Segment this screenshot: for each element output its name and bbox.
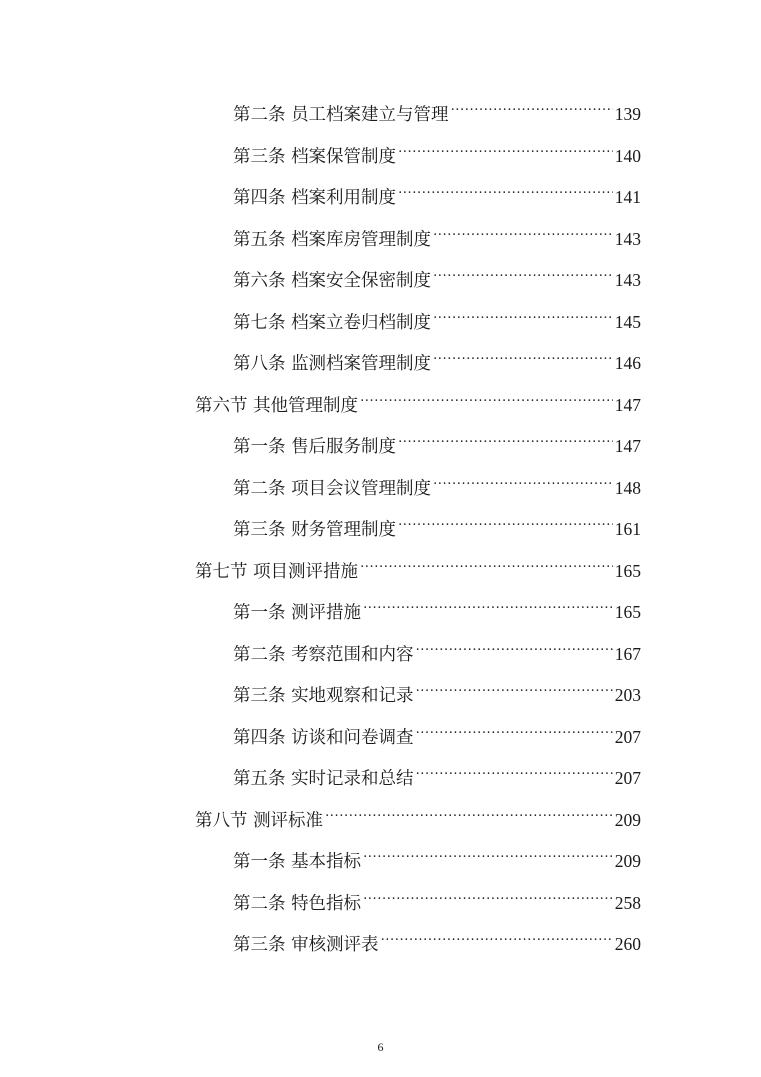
toc-dot-leader (360, 381, 613, 411)
toc-article-entry (233, 630, 641, 665)
toc-article-entry (233, 713, 641, 748)
toc-entry-title: 第八条 监测档案管理制度 (233, 354, 432, 374)
toc-article-entry (233, 132, 641, 167)
toc-entry-page-number: 209 (614, 851, 641, 871)
toc-entry-page-number: 167 (614, 643, 641, 664)
toc-entry-title: 第一条 测评措施 (233, 603, 362, 623)
toc-entry-page-number: 143 (614, 270, 641, 290)
toc-entry-title: 第二条 特色指标 (233, 893, 362, 914)
toc-entry-page-number: 143 (614, 228, 641, 249)
toc-dot-leader (398, 132, 613, 162)
toc-entry-title: 第二条 项目会议管理制度 (233, 478, 432, 499)
toc-article-entry (233, 464, 641, 499)
toc-dot-leader (398, 173, 613, 203)
toc-dot-leader (398, 505, 613, 535)
toc-article-entry (233, 879, 641, 914)
toc-entry-title: 第三条 审核测评表 (233, 935, 379, 955)
toc-entry-title: 第四条 档案利用制度 (233, 188, 397, 208)
toc-entry-title: 第一条 基本指标 (233, 852, 362, 872)
toc-article-entry (233, 588, 641, 623)
toc-entry-title: 第七条 档案立卷归档制度 (233, 312, 432, 333)
toc-article-entry (233, 256, 641, 291)
toc-entry-page-number: 260 (614, 934, 641, 954)
toc-entry-title: 第八节 测评标准 (195, 810, 324, 831)
toc-article-entry (233, 671, 641, 706)
toc-entry-page-number: 258 (614, 892, 641, 913)
page-number: 6 (377, 1040, 384, 1054)
toc-article-entry (233, 339, 641, 374)
toc-entry-title: 第六节 其他管理制度 (195, 395, 359, 416)
toc-dot-leader (360, 547, 613, 577)
toc-entry-title: 第五条 档案库房管理制度 (233, 229, 432, 250)
toc-entry-title: 第二条 考察范围和内容 (233, 644, 414, 665)
toc-article-entry (233, 90, 641, 125)
toc-entry-title: 第三条 财务管理制度 (233, 520, 397, 540)
toc-article-entry (233, 837, 641, 872)
toc-entry-page-number: 207 (614, 768, 641, 788)
toc-entry-title: 第四条 访谈和问卷调查 (233, 727, 414, 748)
toc-entry-page-number: 161 (614, 519, 641, 539)
toc-dot-leader (363, 588, 613, 618)
toc-entry-page-number: 147 (614, 394, 641, 415)
toc-article-entry (233, 215, 641, 250)
toc-entry-title: 第六条 档案安全保密制度 (233, 271, 432, 291)
toc-entry-title: 第一条 售后服务制度 (233, 437, 397, 457)
toc-dot-leader (381, 920, 613, 950)
toc-article-entry (233, 754, 641, 789)
toc-entry-page-number: 139 (614, 104, 641, 124)
toc-section-entry (195, 796, 641, 831)
toc-dot-leader (416, 754, 613, 784)
toc-entry-page-number: 147 (614, 436, 641, 456)
toc-entry-title: 第二条 员工档案建立与管理 (233, 105, 449, 125)
toc-entry-page-number: 140 (614, 145, 641, 166)
toc-dot-leader (433, 215, 613, 245)
toc-entry-page-number: 203 (614, 685, 641, 705)
toc-dot-leader (363, 879, 613, 909)
toc-entry-page-number: 209 (614, 809, 641, 830)
toc-entry-page-number: 165 (614, 602, 641, 622)
toc-dot-leader (363, 837, 613, 867)
toc-entry-page-number: 145 (614, 311, 641, 332)
toc-dot-leader (325, 796, 613, 826)
toc-article-entry (233, 920, 641, 955)
toc-dot-leader (433, 464, 613, 494)
toc-entry-title: 第三条 档案保管制度 (233, 146, 397, 167)
toc-entry-page-number: 165 (614, 560, 641, 581)
toc-section-entry (195, 381, 641, 416)
toc-dot-leader (433, 339, 613, 369)
toc-entry-title: 第七节 项目测评措施 (195, 561, 359, 582)
toc-section-entry (195, 547, 641, 582)
toc-article-entry (233, 298, 641, 333)
toc-dot-leader (398, 422, 613, 452)
toc-dot-leader (416, 713, 613, 743)
toc-dot-leader (451, 90, 613, 120)
toc-article-entry (233, 422, 641, 457)
toc-entry-page-number: 141 (614, 187, 641, 207)
toc-entry-title: 第五条 实时记录和总结 (233, 769, 414, 789)
toc-article-entry (233, 505, 641, 540)
toc-entry-title: 第三条 实地观察和记录 (233, 686, 414, 706)
toc-dot-leader (416, 630, 613, 660)
toc-entry-page-number: 148 (614, 477, 641, 498)
toc-dot-leader (416, 671, 613, 701)
toc-entry-page-number: 207 (614, 726, 641, 747)
toc-article-entry (233, 173, 641, 208)
toc-dot-leader (433, 298, 613, 328)
toc-entry-page-number: 146 (614, 353, 641, 373)
toc-dot-leader (433, 256, 613, 286)
